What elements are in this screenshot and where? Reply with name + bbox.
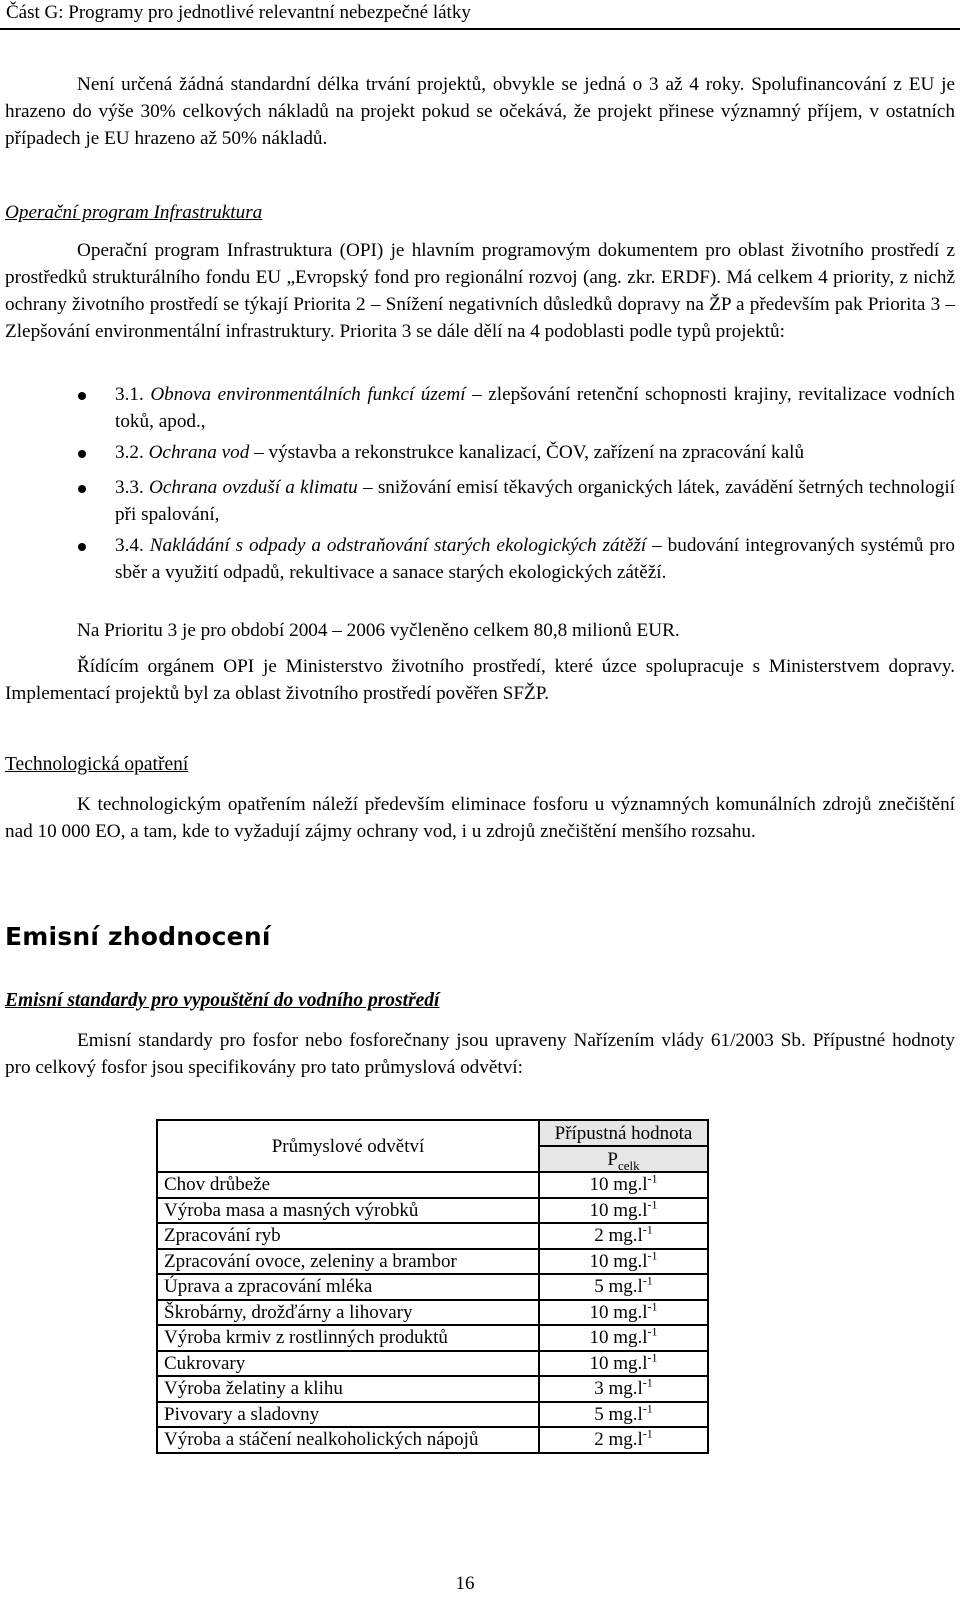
symbol-subscript: celk (617, 1157, 640, 1173)
unit-exponent: -1 (647, 1197, 658, 1212)
sector-cell: Škrobárny, drožďárny a lihovary (157, 1300, 539, 1326)
sector-cell: Zpracování ovoce, zeleniny a brambor (157, 1249, 539, 1275)
unit-exponent: -1 (642, 1401, 653, 1416)
bullet-title: Nakládání s odpady a odstraňování starých ekologických zátěží (149, 535, 647, 556)
unit-exponent: -1 (647, 1248, 658, 1263)
bullet-title: Obnova environmentálních funkcí území (150, 384, 466, 405)
limit-value-cell (539, 1300, 708, 1326)
column-header-sector: Průmyslové odvětví (157, 1120, 539, 1172)
limit-value: 10 mg.l (589, 1199, 648, 1221)
column-header-symbol (539, 1146, 708, 1172)
limit-value-cell (539, 1274, 708, 1300)
limit-value-cell (539, 1376, 708, 1402)
limit-value: 2 mg.l (594, 1429, 643, 1451)
emis-paragraph: Emisní standardy pro fosfor nebo fosforečnany jsou upraveny Nařízením vlády 61/2003 Sb. Přípustné hodnoty pro celkový fosfor jsou specifikovány pro tato průmyslová odvětví: (5, 1030, 955, 1078)
bullet-number: 3.1. (115, 384, 151, 405)
table-row (157, 1300, 708, 1326)
bullet-description: – výstavba a rekonstrukce kanalizací, ČOV, zařízení na zpracování kalů (249, 442, 805, 463)
table-row (157, 1274, 708, 1300)
bullet-title: Ochrana vod (148, 442, 250, 463)
bullet-icon (78, 392, 86, 400)
table-row (157, 1172, 708, 1198)
limit-value-cell (539, 1427, 708, 1453)
bullet-description: – snižování emisí těkavých organických látek, zavádění šetrných technologií při spalování, (115, 477, 955, 525)
limit-value: 10 mg.l (589, 1174, 648, 1196)
header-divider (0, 28, 960, 30)
unit-exponent: -1 (642, 1426, 653, 1441)
page-number: 16 (455, 1573, 475, 1594)
table-row (157, 1325, 708, 1351)
sector-cell: Výroba a stáčení nealkoholických nápojů (157, 1427, 539, 1453)
opi-paragraph: Operační program Infrastruktura (OPI) je hlavním programovým dokumentem pro oblast životního prostředí z prostředků strukturálního fondu EU „Evropský fond pro regionální rozvoj (ang. zkr. ERDF). Má celkem 4 priority, z nichž ochrany životního prostředí se týkají Priorita 2 – Snížení negativních důsledků dopravy na ŽP a především pak Priorita 3 – Zlepšování environmentální infrastruktury. Priorita 3 se dále dělí na 4 podoblasti podle typů projektů: (5, 240, 955, 342)
bullet-icon (78, 485, 86, 493)
tech-paragraph: K technologickým opatřením náleží především eliminace fosforu u významných komunálních zdrojů znečištění nad 10 000 EO, a tam, kde to vyžadují zájmy ochrany vod, i u zdrojů znečištění menšího rozsahu. (5, 794, 955, 842)
bullet-text (115, 381, 955, 435)
limit-value: 10 mg.l (589, 1301, 648, 1323)
opi-budget-paragraph: Na Prioritu 3 je pro období 2004 – 2006 vyčleněno celkem 80,8 milionů EUR. (77, 620, 680, 641)
limit-value-cell (539, 1198, 708, 1224)
unit-exponent: -1 (647, 1324, 658, 1339)
bullet-text (115, 474, 955, 528)
bullet-number: 3.4. (115, 535, 150, 556)
sector-cell: Výroba želatiny a klihu (157, 1376, 539, 1402)
limit-value-cell (539, 1172, 708, 1198)
emission-standards-table (156, 1119, 709, 1454)
sector-cell: Zpracování ryb (157, 1223, 539, 1249)
opi-authority-paragraph: Řídícím orgánem OPI je Ministerstvo životního prostředí, které úzce spolupracuje s Ministerstvem dopravy. Implementací projektů byl za oblast životního prostředí pověřen SFŽP. (5, 656, 955, 704)
bullet-icon (78, 543, 86, 551)
limit-value-cell (539, 1249, 708, 1275)
limit-value-cell (539, 1351, 708, 1377)
bullet-text (115, 532, 955, 586)
section-heading: Emisní zhodnocení (5, 922, 271, 951)
bullet-text (115, 439, 955, 466)
limit-value: 10 mg.l (589, 1327, 648, 1349)
table-header-row (157, 1120, 708, 1146)
sector-cell: Výroba masa a masných výrobků (157, 1198, 539, 1224)
table-row (157, 1376, 708, 1402)
limit-value-cell (539, 1402, 708, 1428)
table-row (157, 1351, 708, 1377)
limit-value: 10 mg.l (589, 1352, 648, 1374)
sector-cell: Výroba krmiv z rostlinných produktů (157, 1325, 539, 1351)
unit-exponent: -1 (642, 1273, 653, 1288)
table-row (157, 1402, 708, 1428)
symbol: P (607, 1148, 618, 1170)
limit-value: 3 mg.l (594, 1378, 643, 1400)
sector-cell: Úprava a zpracování mléka (157, 1274, 539, 1300)
unit-exponent: -1 (642, 1375, 653, 1390)
sector-cell: Cukrovary (157, 1351, 539, 1377)
table-row (157, 1223, 708, 1249)
unit-exponent: -1 (647, 1171, 658, 1186)
unit-exponent: -1 (647, 1350, 658, 1365)
unit-exponent: -1 (642, 1222, 653, 1237)
opi-heading-wrap (5, 199, 955, 226)
opi-heading: Operační program Infrastruktura (5, 202, 263, 223)
column-header-value: Přípustná hodnota (539, 1120, 708, 1146)
bullet-description: – budování integrovaných systémů pro sběr a využití odpadů, rekultivace a sanace starých ekologických zátěží. (115, 535, 956, 583)
limit-value-cell (539, 1223, 708, 1249)
table-row (157, 1249, 708, 1275)
table-row (157, 1198, 708, 1224)
bullet-number: 3.3. (115, 477, 150, 498)
sector-cell: Pivovary a sladovny (157, 1402, 539, 1428)
limit-value: 10 mg.l (589, 1250, 648, 1272)
limit-value: 5 mg.l (594, 1276, 643, 1298)
bullet-number: 3.2. (115, 442, 149, 463)
table-row (157, 1427, 708, 1453)
limit-value-cell (539, 1325, 708, 1351)
limit-value: 2 mg.l (594, 1225, 643, 1247)
sector-cell: Chov drůbeže (157, 1172, 539, 1198)
unit-exponent: -1 (647, 1299, 658, 1314)
bullet-title: Ochrana ovzduší a klimatu (149, 477, 358, 498)
page-header: Část G: Programy pro jednotlivé relevantní nebezpečné látky (6, 2, 471, 23)
limit-value: 5 mg.l (594, 1403, 643, 1425)
emis-subheading: Emisní standardy pro vypouštění do vodního prostředí (5, 990, 440, 1011)
bullet-icon (78, 450, 86, 458)
tech-heading: Technologická opatření (5, 754, 189, 775)
intro-paragraph: Není určená žádná standardní délka trvání projektů, obvykle se jedná o 3 až 4 roky. Spolufinancování z EU je hrazeno do výše 30% celkových nákladů na projekt pokud se očekává, že projekt přinese významný příjem, v ostatních případech je EU hrazeno až 50% nákladů. (5, 74, 955, 149)
bullet-description: – zlepšování retenční schopnosti krajiny, revitalizace vodních toků, apod., (115, 384, 955, 432)
